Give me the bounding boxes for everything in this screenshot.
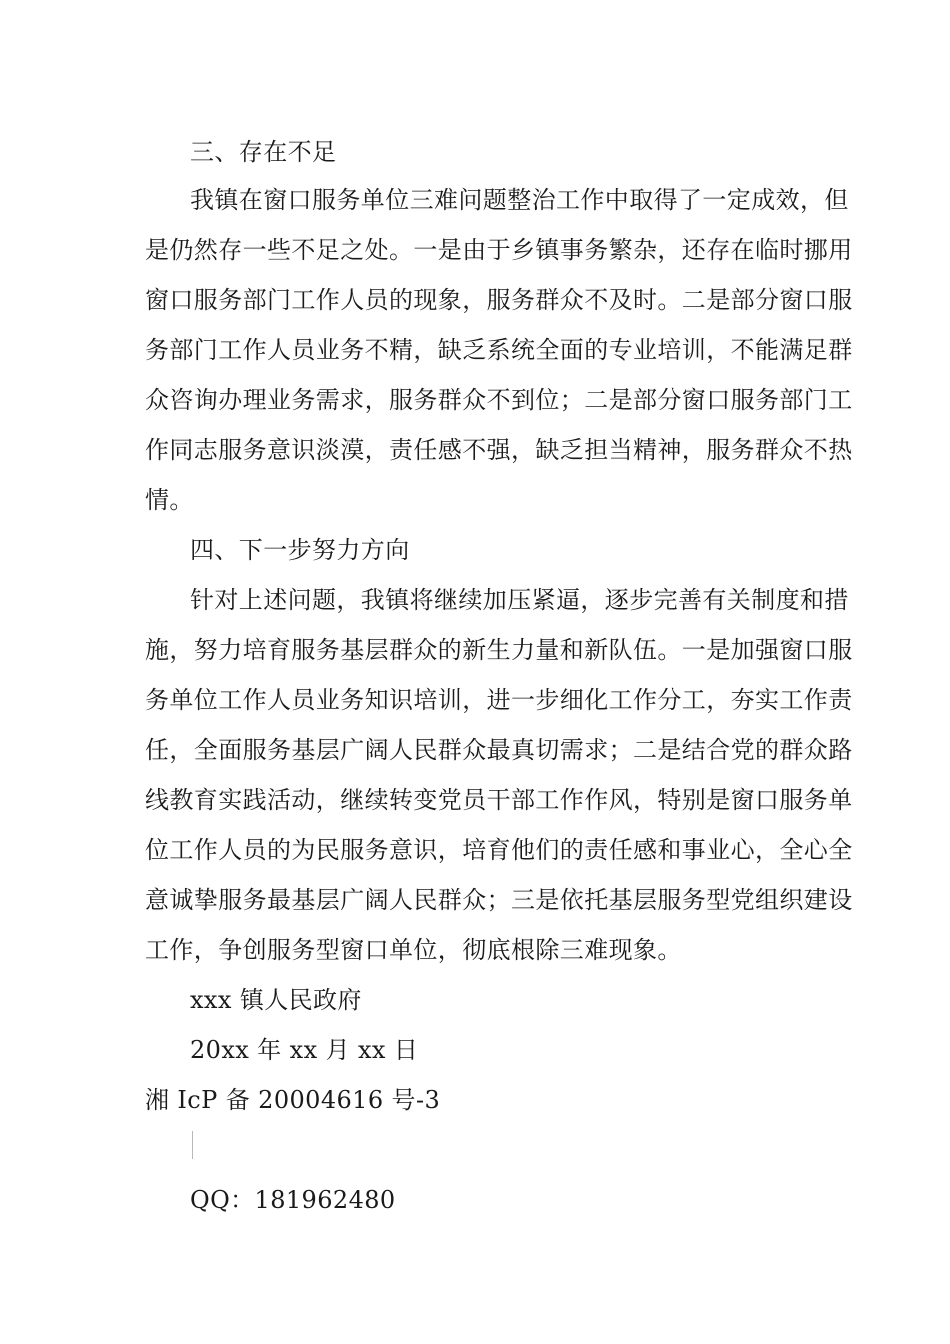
- signature-date: 20xx 年 xx 月 xx 日: [190, 1036, 419, 1064]
- paragraph-line: 情。: [145, 486, 194, 514]
- paragraph-line: 施，努力培育服务基层群众的新生力量和新队伍。一是加强窗口服: [145, 636, 853, 664]
- footer-divider: [192, 1131, 193, 1159]
- paragraph-line: 线教育实践活动，继续转变党员干部工作作风，特别是窗口服务单: [145, 786, 853, 814]
- paragraph-line: 位工作人员的为民服务意识，培育他们的责任感和事业心，全心全: [145, 836, 853, 864]
- paragraph-line: 务部门工作人员业务不精，缺乏系统全面的专业培训，不能满足群: [145, 336, 853, 364]
- paragraph-line: 针对上述问题，我镇将继续加压紧逼，逐步完善有关制度和措: [190, 586, 849, 614]
- paragraph-line: 务单位工作人员业务知识培训，进一步细化工作分工，夯实工作责: [145, 686, 853, 714]
- section-heading-4: 四、下一步努力方向: [190, 536, 410, 564]
- section-heading-3: 三、存在不足: [190, 138, 337, 166]
- qq-contact: QQ：181962480: [190, 1186, 396, 1214]
- icp-record-link[interactable]: 湘 IcP 备 20004616 号-3: [145, 1086, 441, 1114]
- paragraph-line: 作同志服务意识淡漠，责任感不强，缺乏担当精神，服务群众不热: [145, 436, 853, 464]
- paragraph-line: 工作，争创服务型窗口单位，彻底根除三难现象。: [145, 936, 682, 964]
- signature-org: xxx 镇人民政府: [190, 986, 362, 1014]
- paragraph-line: 我镇在窗口服务单位三难问题整治工作中取得了一定成效，但: [190, 186, 849, 214]
- paragraph-line: 众咨询办理业务需求，服务群众不到位；二是部分窗口服务部门工: [145, 386, 853, 414]
- paragraph-line: 是仍然存一些不足之处。一是由于乡镇事务繁杂，还存在临时挪用: [145, 236, 853, 264]
- paragraph-line: 意诚挚服务最基层广阔人民群众；三是依托基层服务型党组织建设: [145, 886, 853, 914]
- paragraph-line: 任，全面服务基层广阔人民群众最真切需求；二是结合党的群众路: [145, 736, 853, 764]
- paragraph-line: 窗口服务部门工作人员的现象，服务群众不及时。二是部分窗口服: [145, 286, 853, 314]
